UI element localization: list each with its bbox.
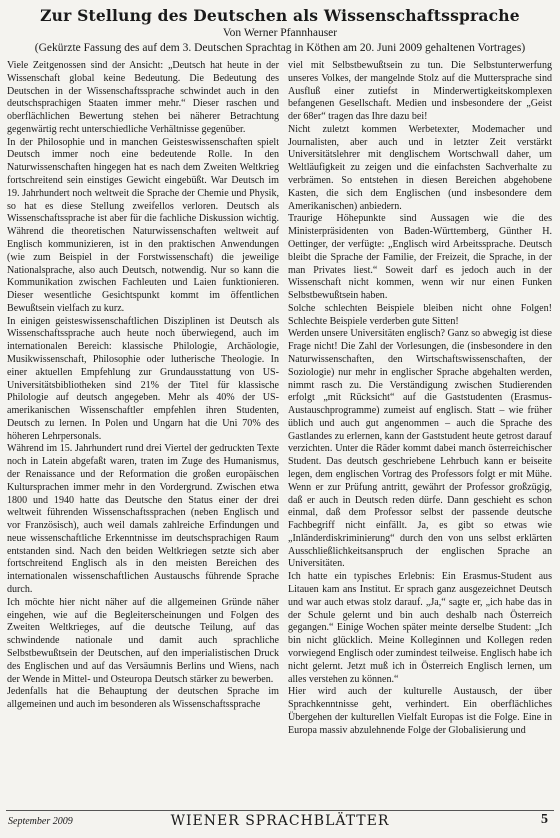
paragraph: Während im 15. Jahrhundert rund drei Viertel der gedruckten Texte noch in Latein abgefaßt waren, traten im Zuge des Humanismus, der Renaissance und der Reformation die großen europäischen Kultursprachen immer mehr in den Vordergrund. Zwischen etwa 1800 und 1940 hatte das Deutsche den Status einer der drei weltweit führenden Wissenschaftssprachen (neben Englisch und vor Französisch), auch weil damals zahlreiche Erfindungen und neue wissenschaftliche Erkenntnisse im deutschsprachigen Raum entstanden sind. Nach den beiden Weltkriegen setzte sich aber fortschreitend Englisch als in den meisten Bereichen des internationalen wissenschaftlichen Austauschs führende Sprache durch. <box>7 443 279 596</box>
left-column <box>7 60 279 810</box>
paragraph: Jedenfalls hat die Behauptung der deutschen Sprache im allgemeinen und auch im besonderen als Wissenschaftssprache <box>7 686 279 711</box>
article-subtitle: (Gekürzte Fassung des auf dem 3. Deutschen Sprachtag in Köthen am 20. Juni 2009 gehaltenen Vortrages) <box>34 42 526 54</box>
paragraph: Traurige Höhepunkte sind Aussagen wie die des Ministerpräsidenten von Baden-Württemberg, Günther H. Oettinger, der verfügte: „Englisch wird Arbeitssprache. Deutsch bleibt die Sprache der Familie, der Freizeit, die Sprache, in der man Privates liest.“ Soweit darf es jedoch auch in der Wissenschaft nicht kommen, wenn wir nur einen Funken Selbstbewußtsein haben. <box>288 213 552 302</box>
paragraph: Nicht zuletzt kommen Werbetexter, Modemacher und Journalisten, aber auch und in letzter Zeit verstärkt Universitätslehrer mit denglischem Wortschwall daher, um Weltläufigkeit zu zeigen und die einfachsten Sachverhalte zu verbrämen. So entstehen in diesen Bereichen abgehobene Kasten, die sich dem Englischen (und insbesondere dem Amerikanischen) anbiedern. <box>288 123 552 212</box>
paragraph: In der Philosophie und in manchen Geisteswissenschaften spielt Deutsch immer noch eine bedeutende Rolle. In den Naturwissenschaften hingegen hat es nach dem Zweiten Weltkrieg fortschreitend sein einstiges Gewicht eingebüßt. War Deutsch im 19. Jahrhundert noch weltweit die Sprache der Chemie und Physik, so hat es diese Stellung zweifellos verloren. Deutsch als Wissenschaftssprache ist aber für die fachliche Diskussion wichtig. Während die theoretischen Naturwissenschaften weltweit auf Englisch kommunizieren, ist in den praktischen Anwendungen (wie zum Beispiel in der Forstwissenschaft) die jeweilige Nationalsprache, also auch Deutsch, notwendig. Nur so kann die Kommunikation zwischen Fachleuten und Laien funktionieren. Dieser wesentliche Gesichtspunkt kommt im öffentlichen Bewußtsein vielfach zu kurz. <box>7 136 279 314</box>
publication-name: WIENER SPRACHBLÄTTER <box>170 813 390 829</box>
footer-divider <box>6 810 554 811</box>
paragraph: viel mit Selbstbewußtsein zu tun. Die Selbstunterwerfung unseres Volkes, der mangelnde Stolz auf die Muttersprache sind Ausfluß einer zutiefst in Minderwertigkeitskomplexen befangenen Gesellschaft. Medien und insbesondere der „Geist der 68er“ tragen das Ihre dazu bei! <box>288 60 552 123</box>
footer-date: September 2009 <box>8 816 73 827</box>
paragraph: Solche schlechten Beispiele bleiben nicht ohne Folgen! Schlechte Beispiele verderben gute Sitten! <box>288 302 552 327</box>
paragraph: In einigen geisteswissenschaftlichen Disziplinen ist Deutsch als Wissenschaftssprache auch heute noch überwiegend, auch im internationalen Bereich: klassische Philologie, Archäologie, Musikwissenschaft, Philosophie oder lutherische Theologie. In einer aktuellen Empfehlung zur Grundausstattung von US-Universitätsbibliotheken sind 21% der Titel für klassische Philologie auf deutsch angegeben. Mehr als 40% der US-amerikanischen Wissenschaftler empfehlen ihren Studenten, Deutsch zu lernen. In Polen und Ungarn hat die Uni 70% des höheren Lehrpersonals. <box>7 315 279 442</box>
article-title: Zur Stellung des Deutschen als Wissenschaftssprache <box>40 6 520 25</box>
paragraph: Ich möchte hier nicht näher auf die allgemeinen Gründe näher eingehen, wie auf die Begleiterscheinungen und Folgen des Zweiten Weltkrieges, auf die deutsche Teilung, auf das schwindende nationale und damit auch sprachliche Selbstbewußtsein der Deutschen, auf den imperialistischen Druck des Englischen und auf das Versäumnis Berlins und Wiens, nach der Wende in Mittel- und Osteuropa Deutsch stärker zu bewerben. <box>7 596 279 685</box>
paragraph: Ich hatte ein typisches Erlebnis: Ein Erasmus-Student aus Litauen kam ans Institut. Er sprach ganz ausgezeichnet Deutsch und war auch etwas stolz darauf. „Ja,“ sagte er, „ich habe das in der Schule gelernt und bin auch deshalb nach Österreich gegangen.“ Einige Wochen später meinte derselbe Student: „Ich bin nicht glücklich. Meine Kolleginnen und Kollegen reden vorwiegend Englisch oder zumindest teilweise. Englisch habe ich nicht gelernt. Jetzt muß ich in Österreich Englisch lernen, um alles verstehen zu können.“ <box>288 571 552 685</box>
paragraph: Werden unsere Universitäten englisch? Ganz so abwegig ist diese Frage nicht! Die Zahl der Vorlesungen, die (insbesondere in den Naturwissenschaften, den Wirtschaftswissenschaften, der Soziologie) nur mehr in englischer Sprache abgehalten werden, nimmt rasch zu. Die Verständigung zwischen Studierenden erfolgt „mit Rücksicht“ auf die Gaststudenten (Erasmus-Austauschprogramme) zumeist auf englisch. Statt – wie früher üblich und auch gut angenommen – auch die Sprache des Gastlandes zu erlernen, kann der Gaststudent heute getrost darauf verzichten. Unter die Räder kommt dabei manch österreichischer Student. Das deutsch geschriebene Lehrbuch kann er beiseite legen, dem englischen Vortrag des Professors folgt er mit Mühe. Wenn er zur Prüfung antritt, gewährt der Professor großzügig, daß er auch in Deutsch reden dürfe. Dann geschieht es schon einmal, daß dem Professor selbst der passende deutsche Fachbegriff nicht einfällt. Ja, es gibt so etwas wie „Inländerdiskriminierung“ durch den von uns selbst erklärten Ausschließlichkeitsanspruch der englischen Sprache an Universitäten. <box>288 328 552 570</box>
page-number: 5 <box>541 812 548 827</box>
article-author: Von Werner Pfannhauser <box>222 27 338 39</box>
right-column <box>288 60 552 810</box>
paragraph: Viele Zeitgenossen sind der Ansicht: „Deutsch hat heute in der Wissenschaft global keine Bedeutung. Die Bedeutung des Deutschen in der Wissenschaftssprache schwindet auch in den deutschsprachigen Staaten immer mehr.“ Dieser raschen und oberflächlichen Bewertung stehen bei näherer Betrachtung gegenwärtig recht unterschiedliche Verhältnisse gegenüber. <box>7 60 279 135</box>
paragraph: Hier wird auch der kulturelle Austausch, der über Sprachkenntnisse geht, verhindert. Ein oberflächliches Übergehen der kulturellen Vielfalt Europas ist die Folge. Eine in Europa massiv abzulehnende Folge der Globalisierung und <box>288 686 552 736</box>
